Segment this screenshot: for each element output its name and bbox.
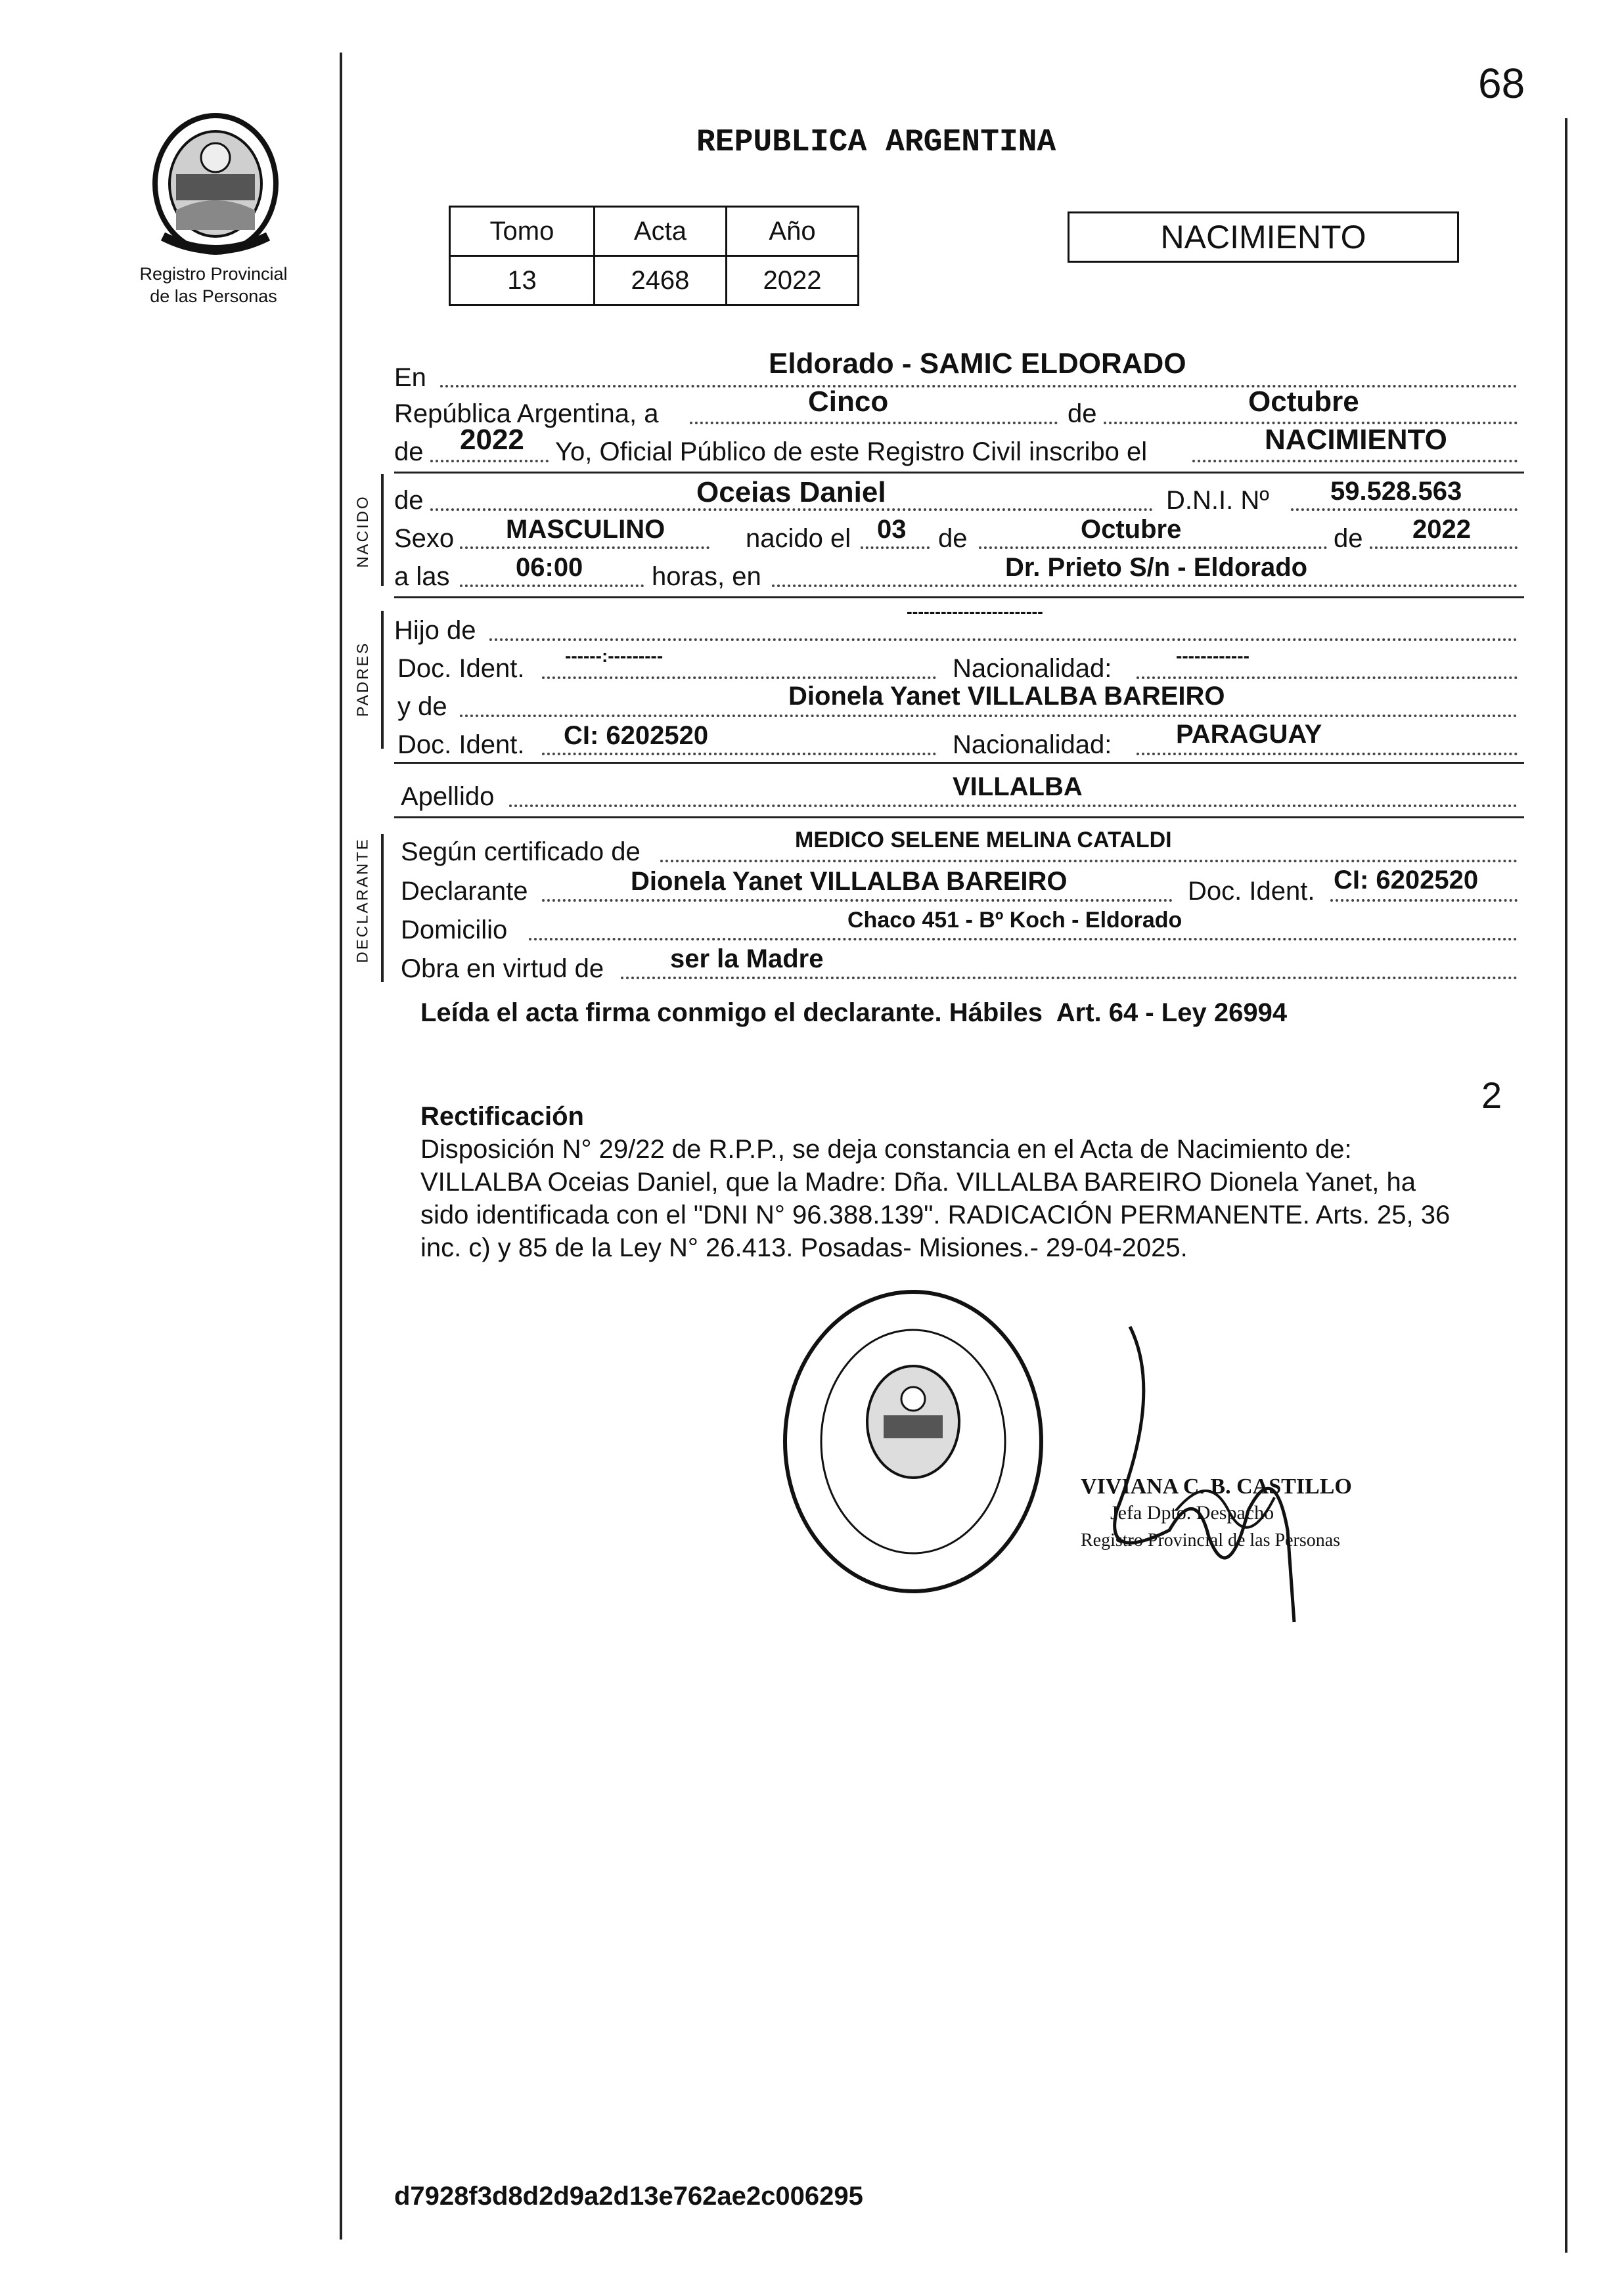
- section-divider: [394, 762, 1524, 764]
- dotted-line: [430, 460, 549, 462]
- ano-header: Año: [726, 207, 858, 256]
- ano-value: 2022: [726, 256, 858, 305]
- dotted-line: [1330, 899, 1518, 902]
- mother-doc: CI: 6202520: [564, 721, 709, 750]
- dotted-line: [460, 715, 1518, 717]
- official-seal-icon: [775, 1284, 1051, 1599]
- padres-section-label: PADRES: [354, 641, 372, 717]
- declarant-name: Dionela Yanet VILLALBA BAREIRO: [631, 867, 1068, 896]
- declarant-relation: ser la Madre: [670, 944, 824, 973]
- dotted-line: [460, 585, 644, 587]
- registry-name-line1: Registro Provincial: [139, 264, 288, 284]
- registration-place: Eldorado - SAMIC ELDORADO: [769, 347, 1186, 380]
- document-hash: d7928f3d8d2d9a2d13e762ae2c006295: [394, 2182, 863, 2211]
- registration-year: 2022: [460, 424, 524, 456]
- apellido-label: Apellido: [401, 782, 495, 811]
- dotted-line: [489, 638, 1518, 641]
- certificate-issuer: MEDICO SELENE MELINA CATALDI: [795, 828, 1172, 852]
- dotted-line: [1137, 676, 1518, 679]
- de-label: de: [1334, 524, 1363, 553]
- tomo-value: 13: [450, 256, 595, 305]
- record-type-box: NACIMIENTO: [1068, 211, 1459, 263]
- tomo-header: Tomo: [450, 207, 595, 256]
- closing-statement: Leída el acta firma conmigo el declarante. Hábiles Art. 64 - Ley 26994: [420, 998, 1288, 1027]
- dotted-line: [772, 585, 1518, 587]
- registration-day: Cinco: [808, 386, 889, 418]
- dotted-line: [460, 546, 709, 549]
- right-margin-line: [1565, 118, 1567, 2253]
- nacionalidad-label: Nacionalidad:: [953, 654, 1112, 683]
- nacido-section-label: NACIDO: [354, 495, 372, 568]
- acta-header: Acta: [594, 207, 726, 256]
- father-name: ------------------------: [907, 602, 1043, 621]
- dotted-line: [542, 899, 1173, 902]
- country-title: REPUBLICA ARGENTINA: [696, 125, 1056, 160]
- official-seal: [775, 1284, 1051, 1599]
- signatory-name: VIVIANA C. B. CASTILLO: [1081, 1474, 1352, 1499]
- rectificacion-line: sido identificada con el "DNI N° 96.388.139". RADICACIÓN PERMANENTE. Arts. 25, 36: [420, 1201, 1451, 1229]
- father-nationality: ------------: [1176, 646, 1250, 666]
- page-number: 68: [1478, 60, 1525, 107]
- dotted-line: [1137, 753, 1518, 755]
- acta-value: 2468: [594, 256, 726, 305]
- en-label: En: [394, 363, 426, 392]
- child-name: Oceias Daniel: [696, 476, 886, 508]
- sexo-label: Sexo: [394, 524, 455, 553]
- birth-place: Dr. Prieto S/n - Eldorado: [1005, 553, 1308, 582]
- de-label: de: [394, 486, 424, 515]
- dotted-line: [430, 508, 1153, 511]
- dotted-line: [529, 938, 1518, 940]
- a-las-label: a las: [394, 562, 450, 591]
- registration-month: Octubre: [1248, 386, 1359, 418]
- dotted-line: [542, 676, 936, 679]
- mother-nationality: PARAGUAY: [1176, 720, 1322, 749]
- note-number: 2: [1481, 1074, 1502, 1116]
- dotted-line: [979, 546, 1327, 549]
- republic-label: República Argentina, a: [394, 399, 659, 428]
- de-label: de: [938, 524, 968, 553]
- rectificacion-line: inc. c) y 85 de la Ley N° 26.413. Posadas- Misiones.- 29-04-2025.: [420, 1233, 1188, 1262]
- padres-bracket: [381, 611, 384, 749]
- registry-reference-table: [449, 206, 859, 306]
- birth-day: 03: [877, 515, 907, 544]
- de-label: de: [1068, 399, 1097, 428]
- hijo-de-label: Hijo de: [394, 616, 476, 645]
- dotted-line: [861, 546, 930, 549]
- dotted-line: [1192, 460, 1518, 462]
- signatory-role: Jefa Dpto. Despacho: [1110, 1502, 1274, 1524]
- obra-label: Obra en virtud de: [401, 954, 604, 983]
- father-doc: ------:---------: [565, 646, 664, 666]
- birth-hour: 06:00: [516, 553, 583, 582]
- section-divider: [394, 596, 1524, 598]
- record-word: NACIMIENTO: [1265, 424, 1447, 456]
- registry-name-line2: de las Personas: [150, 286, 277, 306]
- signature-scribble: [1077, 1314, 1353, 1629]
- section-divider: [394, 816, 1524, 818]
- nacido-bracket: [381, 474, 384, 586]
- dotted-line: [1291, 508, 1518, 511]
- nacionalidad-label: Nacionalidad:: [953, 730, 1112, 759]
- doc-ident-label: Doc. Ident.: [397, 730, 525, 759]
- horas-label: horas, en: [652, 562, 761, 591]
- doc-ident-label: Doc. Ident.: [1188, 877, 1315, 906]
- rectificacion-title: Rectificación: [420, 1102, 584, 1131]
- mother-name: Dionela Yanet VILLALBA BAREIRO: [788, 682, 1225, 711]
- declarant-address: Chaco 451 - Bº Koch - Eldorado: [847, 908, 1182, 933]
- section-divider: [394, 472, 1524, 474]
- handwritten-signature-icon: [1077, 1314, 1353, 1629]
- dotted-line: [690, 422, 1058, 424]
- declarante-label: Declarante: [401, 877, 528, 906]
- birth-year: 2022: [1412, 515, 1471, 544]
- child-sex: MASCULINO: [506, 515, 665, 544]
- dotted-line: [660, 860, 1518, 862]
- dotted-line: [621, 977, 1518, 979]
- y-de-label: y de: [397, 692, 447, 721]
- left-margin-line: [340, 53, 342, 2240]
- dotted-line: [542, 753, 936, 755]
- birth-month: Octubre: [1081, 515, 1182, 544]
- province-logo: [150, 112, 281, 256]
- dni-label: D.N.I. Nº: [1166, 486, 1269, 515]
- dotted-line: [509, 805, 1518, 807]
- doc-ident-label: Doc. Ident.: [397, 654, 525, 683]
- dotted-line: [1370, 546, 1518, 549]
- inscribo-text: Yo, Oficial Público de este Registro Civil inscribo el: [555, 437, 1148, 466]
- rectificacion-line: VILLALBA Oceias Daniel, que la Madre: Dña. VILLALBA BAREIRO Dionela Yanet, ha: [420, 1168, 1416, 1197]
- province-shield-icon: [150, 112, 281, 256]
- declarante-section-label: DECLARANTE: [353, 837, 372, 963]
- declarant-doc: CI: 6202520: [1334, 866, 1479, 894]
- signatory-office: Registro Provincial de las Personas: [1081, 1530, 1341, 1551]
- domicilio-label: Domicilio: [401, 916, 508, 944]
- certificado-label: Según certificado de: [401, 837, 641, 866]
- nacido-el-label: nacido el: [746, 524, 851, 553]
- child-dni: 59.528.563: [1330, 477, 1462, 506]
- declarante-bracket: [381, 834, 384, 982]
- de-year-label: de: [394, 437, 424, 466]
- surname: VILLALBA: [953, 772, 1083, 801]
- rectificacion-line: Disposición N° 29/22 de R.P.P., se deja constancia en el Acta de Nacimiento de:: [420, 1135, 1352, 1164]
